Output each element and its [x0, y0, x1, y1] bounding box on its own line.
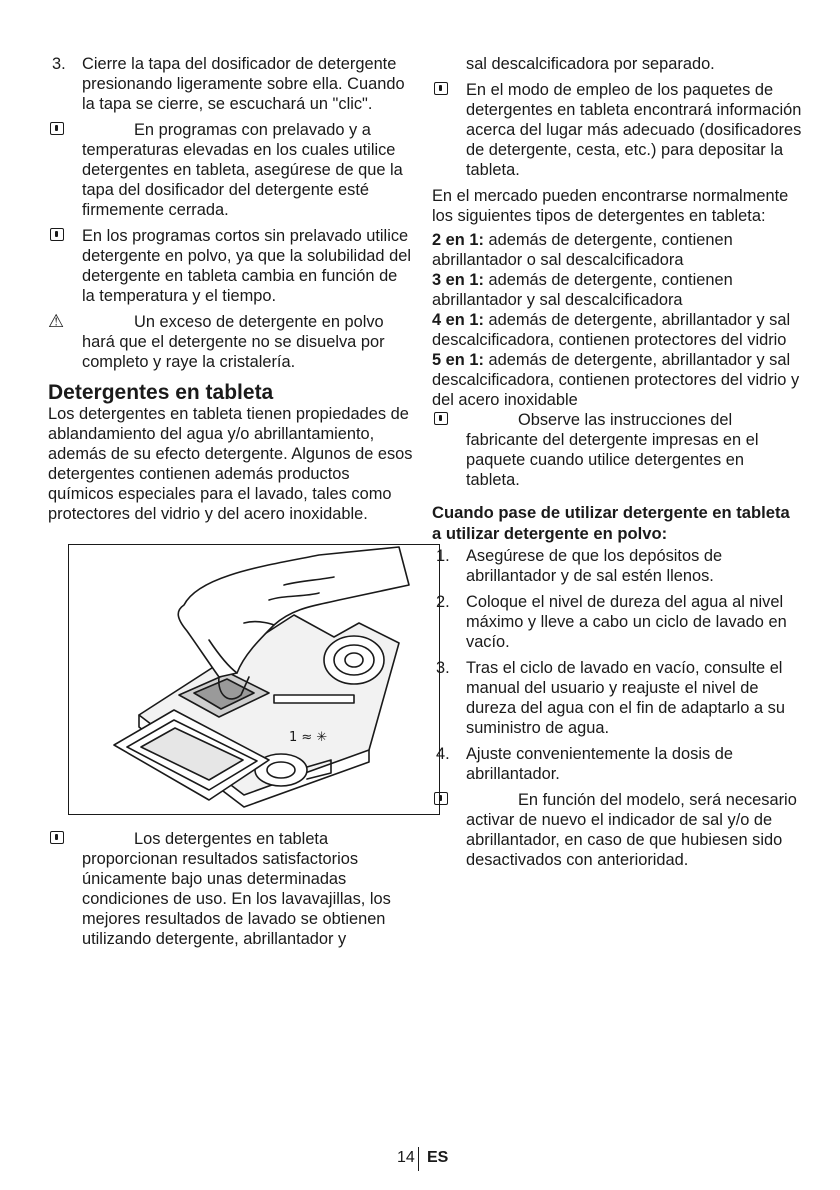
- info-icon: [50, 831, 64, 844]
- info-icon: [434, 792, 448, 805]
- step-number: 3.: [52, 55, 66, 73]
- type-label: 3 en 1:: [432, 271, 484, 289]
- tablet-type-5in1: [432, 350, 802, 410]
- info-note-prewash: [48, 120, 414, 220]
- type-text: además de detergente, contienen abrillantador y sal descalcificadora: [432, 271, 733, 309]
- step-number: 2.: [436, 593, 450, 611]
- info-icon: [434, 82, 448, 95]
- step-number: 3.: [436, 659, 450, 677]
- info-note-reactivate-indicator: [432, 790, 802, 870]
- switch-heading: Cuando pase de utilizar detergente en tableta a utilizar detergente en polvo:: [432, 503, 790, 543]
- info-icon: [50, 122, 64, 135]
- continuation-text: sal descalcificadora por separado.: [466, 55, 715, 73]
- switch-step-3: [432, 658, 802, 738]
- info-icon: [50, 228, 64, 241]
- tablet-type-3in1: [432, 270, 802, 310]
- type-text: además de detergente, abrillantador y sal descalcificadora, contienen protectores del vidrio: [432, 311, 791, 349]
- note-text: Los detergentes en tableta proporcionan resultados satisfactorios únicamente bajo unas determinadas condiciones de uso. En los lavavajillas, los mejores resultados de lavado se obtienen utilizando detergente, abrillantador y: [82, 830, 391, 948]
- warning-note-excess-detergent: [48, 312, 414, 372]
- step-text: Asegúrese de que los depósitos de abrillantador y de sal estén llenos.: [466, 547, 723, 585]
- step-text: Ajuste convenientemente la dosis de abrillantador.: [466, 745, 733, 783]
- dispenser-illustration: [68, 544, 440, 815]
- info-note-manufacturer: [432, 410, 802, 490]
- step-number: 4.: [436, 745, 450, 763]
- section-title: Detergentes en tableta: [48, 381, 274, 404]
- svg-text:1 ≈ ✳: 1 ≈ ✳: [289, 730, 328, 745]
- note-text: En el modo de empleo de los paquetes de detergentes en tableta encontrará información acerca del lugar más adecuado (dosificadores de detergente, cesta, etc.) para depositar la tableta.: [466, 81, 802, 179]
- type-label: 2 en 1:: [432, 231, 484, 249]
- right-column: [432, 54, 802, 876]
- step-3-close-lid: [48, 54, 414, 114]
- info-note-usage-instructions: [432, 80, 802, 180]
- switch-step-1: [432, 546, 802, 586]
- info-note-tablet-conditions: [48, 829, 414, 949]
- warning-triangle-icon: ⚠: [48, 311, 65, 331]
- step-text: Tras el ciclo de lavado en vacío, consulte el manual del usuario y reajuste el nivel de dureza del agua con el fin de adaptarlo a su suministro de agua.: [466, 659, 785, 737]
- switch-step-4: [432, 744, 802, 784]
- type-text: además de detergente, abrillantador y sal descalcificadora, contienen protectores del vidrio y del acero inoxidable: [432, 351, 800, 409]
- step-text: Coloque el nivel de dureza del agua al nivel máximo y lleve a cabo un ciclo de lavado en vacío.: [466, 593, 787, 651]
- tablet-type-2in1: [432, 230, 802, 270]
- left-column: [48, 54, 414, 955]
- info-note-short-programs: [48, 226, 414, 306]
- switch-step-2: [432, 592, 802, 652]
- hand-inserting-tablet-drawing: [69, 545, 439, 814]
- footer-divider: [418, 1147, 419, 1171]
- tablet-type-4in1: [432, 310, 802, 350]
- note-text: Observe las instrucciones del fabricante del detergente impresas en el paquete cuando utilice detergentes en tableta.: [466, 411, 759, 489]
- type-label: 4 en 1:: [432, 311, 484, 329]
- step-number: 1.: [436, 547, 450, 565]
- language-code: ES: [427, 1149, 449, 1166]
- type-text: además de detergente, contienen abrillantador o sal descalcificadora: [432, 231, 733, 269]
- note-text: En los programas cortos sin prelavado utilice detergente en polvo, ya que la solubilidad del detergente en tableta cambia en función de la temperatura y el tiempo.: [82, 227, 411, 305]
- info-icon: [434, 412, 448, 425]
- note-text: En programas con prelavado y a temperaturas elevadas en los cuales utilice detergentes en tableta, asegúrese de que la tapa del dosificador del detergente esté firmemente cerrada.: [82, 121, 403, 219]
- section-body: Los detergentes en tableta tienen propiedades de ablandamiento del agua y/o abrillantamiento, además de su efecto detergente. Algunos de esos detergentes contienen además productos químicos especiales para el lavado, tales como protectores del vidrio y del acero inoxidable.: [48, 405, 413, 523]
- step-text: Cierre la tapa del dosificador de detergente presionando ligeramente sobre ella. Cuando la tapa se cierre, se escuchará un "clic".: [82, 55, 405, 113]
- tablet-types-intro: En el mercado pueden encontrarse normalmente los siguientes tipos de detergentes en tableta:: [432, 187, 789, 225]
- type-label: 5 en 1:: [432, 351, 484, 369]
- page-number: 14: [397, 1149, 415, 1166]
- note-text: En función del modelo, será necesario activar de nuevo el indicador de sal y/o de abrillantador, en caso de que hubiesen sido desactivados con anterioridad.: [466, 791, 797, 869]
- warning-text: Un exceso de detergente en polvo hará que el detergente no se disuelva por completo y raye la cristalería.: [82, 313, 385, 371]
